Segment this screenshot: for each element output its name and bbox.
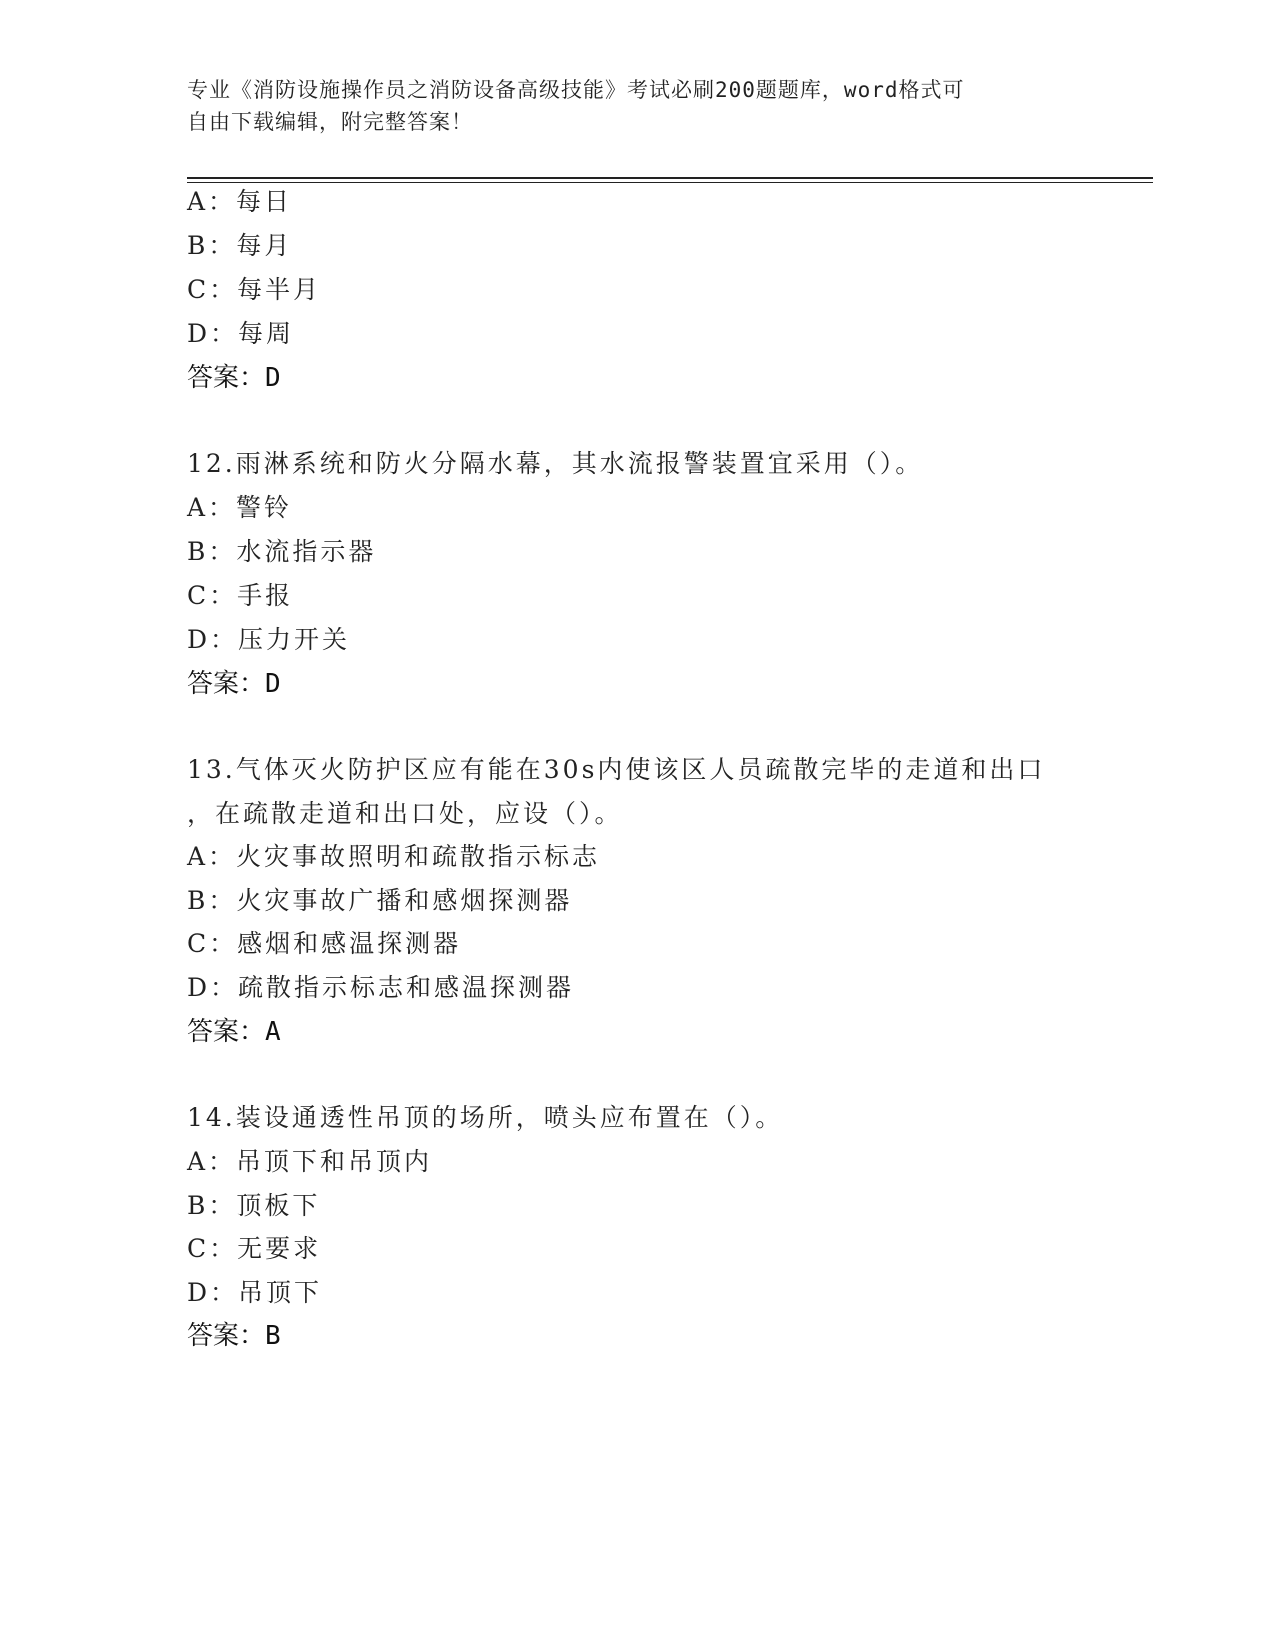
- q14-answer: [187, 1320, 281, 1352]
- answer-label: 答案：: [187, 1017, 266, 1047]
- q13-answer: [187, 1016, 281, 1048]
- q11-option-b: B：每月: [187, 231, 293, 260]
- q11-option-a: A：每日: [187, 187, 293, 216]
- q11-answer: [187, 362, 281, 394]
- answer-label: 答案：: [187, 1321, 266, 1351]
- q12-question: 12.雨淋系统和防火分隔水幕，其水流报警装置宜采用（）。: [187, 449, 924, 478]
- answer-value: D: [265, 669, 281, 699]
- header-divider-thin: [187, 182, 1153, 183]
- q12-option-c: C：手报: [187, 581, 294, 610]
- q12-answer: [187, 668, 281, 700]
- q11-option-c: C：每半月: [187, 275, 322, 304]
- q13-option-b: B：火灾事故广播和感烟探测器: [187, 886, 573, 915]
- answer-value: B: [265, 1321, 281, 1351]
- q13-option-c: C：感烟和感温探测器: [187, 929, 462, 958]
- q13-question-line-1: 13.气体灭火防护区应有能在30s内使该区人员疏散完毕的走道和出口: [187, 755, 1046, 784]
- q14-option-d: D：吊顶下: [187, 1278, 323, 1307]
- q13-option-d: D：疏散指示标志和感温探测器: [187, 973, 575, 1002]
- q12-option-a: A：警铃: [187, 493, 293, 522]
- q13-option-a: A：火灾事故照明和疏散指示标志: [187, 842, 601, 871]
- header-line-2: 自由下载编辑，附完整答案！: [187, 110, 473, 134]
- q14-question: 14.装设通透性吊顶的场所，喷头应布置在（）。: [187, 1103, 784, 1132]
- q11-option-d: D：每周: [187, 319, 295, 348]
- header-divider-thick: [187, 177, 1153, 179]
- q14-option-b: B：顶板下: [187, 1191, 321, 1220]
- document-header: [187, 74, 1067, 138]
- header-line-1: 专业《消防设施操作员之消防设备高级技能》考试必刷200题题库，word格式可: [187, 78, 965, 102]
- answer-value: D: [265, 363, 281, 393]
- q13-question-line-2: ，在疏散走道和出口处，应设（）。: [187, 799, 623, 828]
- answer-value: A: [265, 1017, 281, 1047]
- answer-label: 答案：: [187, 669, 266, 699]
- q14-option-a: A：吊顶下和吊顶内: [187, 1147, 433, 1176]
- q14-option-c: C：无要求: [187, 1234, 322, 1263]
- q12-option-b: B：水流指示器: [187, 537, 377, 566]
- answer-label: 答案：: [187, 363, 266, 393]
- q12-option-d: D：压力开关: [187, 625, 351, 654]
